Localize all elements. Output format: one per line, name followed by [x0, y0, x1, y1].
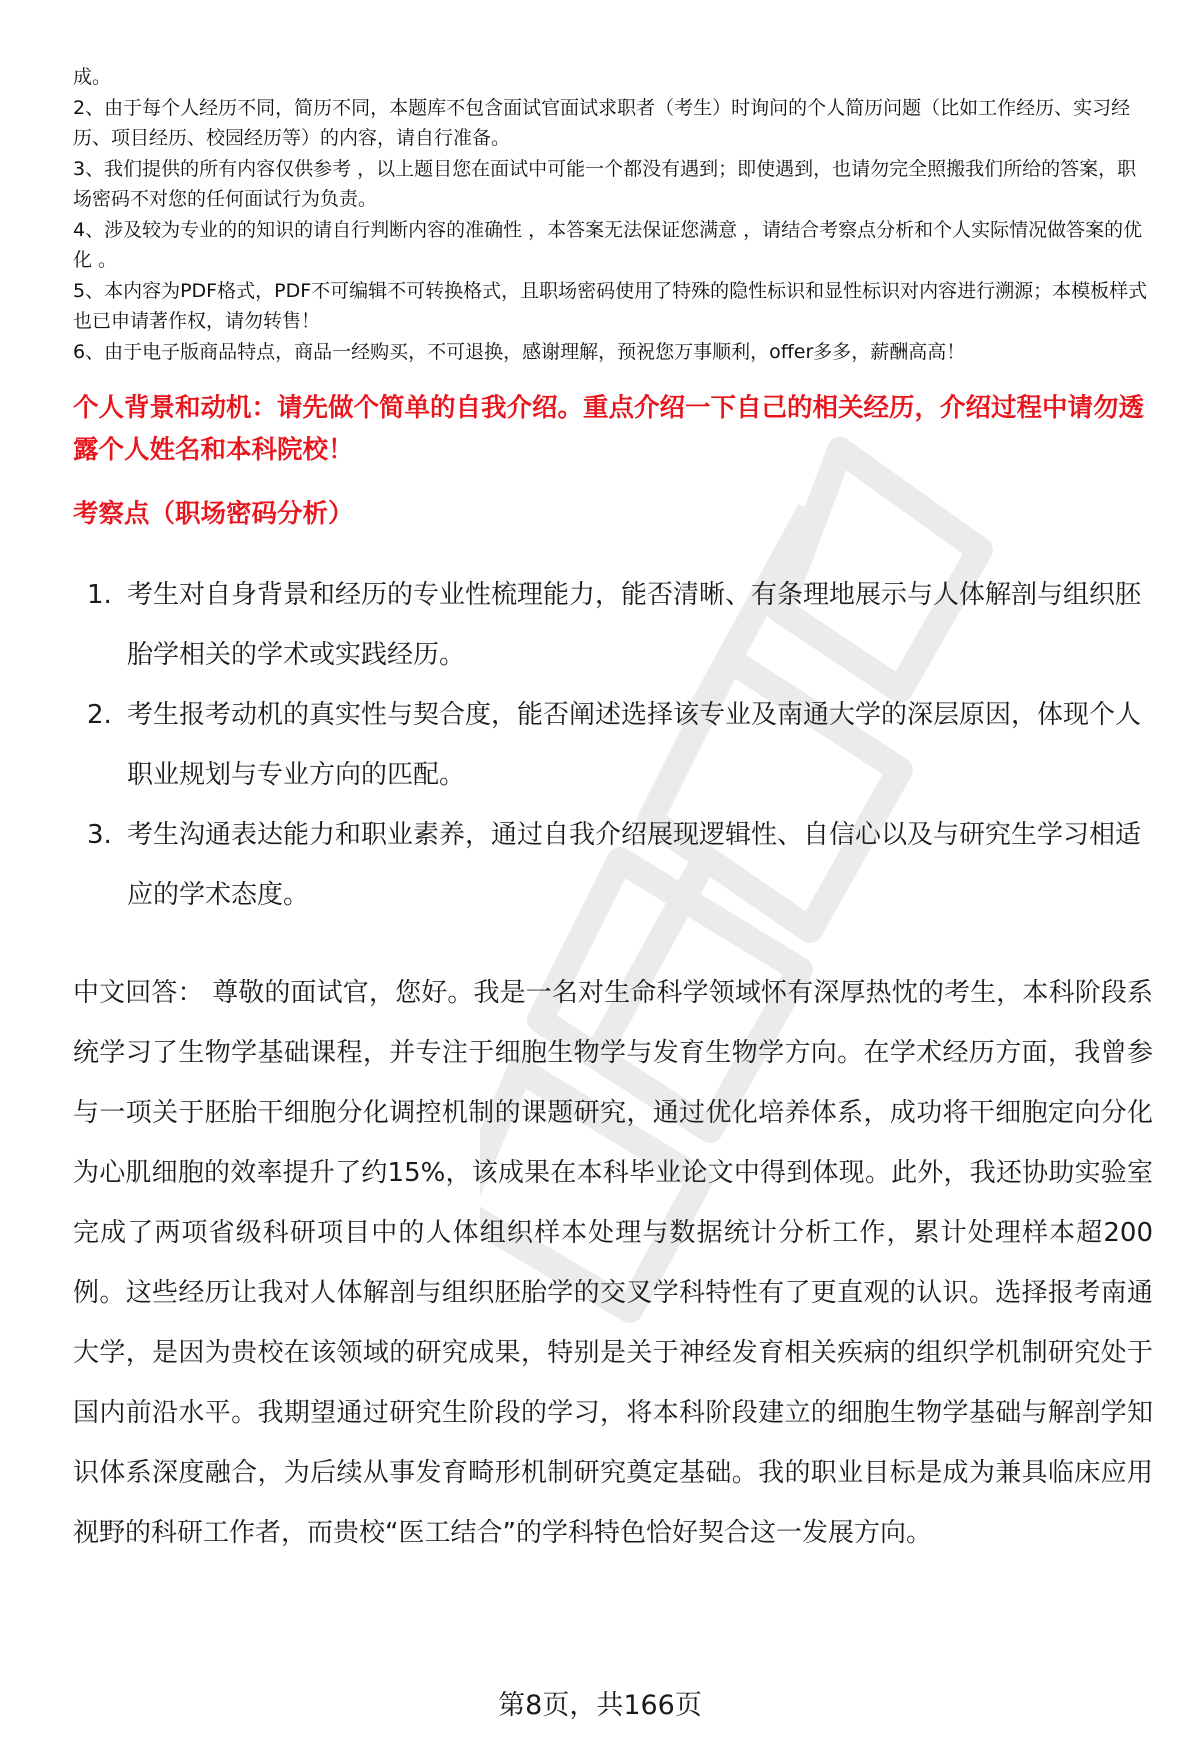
notes-section — [73, 62, 1153, 367]
list-item — [73, 805, 1153, 925]
note-line: 成。 — [73, 66, 112, 88]
answer-paragraph: 中文回答： 尊敬的面试官，您好。我是一名对生命科学领域怀有深厚热忱的考生，本科阶段系统学习了生物学基础课程，并专注于细胞生物学与发育生物学方向。在学术经历方面，我曾参与一项关于胚胎干细胞分化调控机制的课题研究，通过优化培养体系，成功将干细胞定向分化为心肌细胞的效率提升了约15%，该成果在本科毕业论文中得到体现。此外，我还协助实验室完成了两项省级科研项目中的人体组织样本处理与数据统计分析工作，累计处理样本超200例。这些经历让我对人体解剖与组织胚胎学的交叉学科特性有了更直观的认识。选择报考南通大学，是因为贵校在该领域的研究成果，特别是关于神经发育相关疾病的组织学机制研究处于国内前沿水平。我期望通过研究生阶段的学习，将本科阶段建立的细胞生物学基础与解剖学知识体系深度融合，为后续从事发育畸形机制研究奠定基础。我的职业目标是成为兼具临床应用视野的科研工作者，而贵校“医工结合”的学科特色恰好契合这一发展方向。 — [73, 978, 1153, 1548]
interview-question: 个人背景和动机：请先做个简单的自我介绍。重点介绍一下自己的相关经历，介绍过程中请勿透露个人姓名和本科院校！ — [73, 393, 1145, 465]
list-item-number: 3. — [87, 820, 112, 850]
list-item-text: 考生对自身背景和经历的专业性梳理能力，能否清晰、有条理地展示与人体解剖与组织胚胎学相关的学术或实践经历。 — [127, 580, 1142, 670]
list-item — [73, 565, 1153, 685]
list-item-number: 2. — [87, 700, 112, 730]
note-line: 4、涉及较为专业的的知识的请自行判断内容的准确性 ，本答案无法保证您满意 ，请结合考察点分析和个人实际情况做答案的优化 。 — [73, 218, 1143, 271]
note-line: 6、由于电子版商品特点，商品一经购买，不可退换，感谢理解，预祝您万事顺利，offer多多，薪酬高高！ — [73, 340, 966, 363]
page-number: 第8页，共166页 — [498, 1690, 702, 1721]
document-page — [73, 62, 1153, 1563]
assessment-points-list — [73, 565, 1153, 925]
note-line: 3、我们提供的所有内容仅供参考 ，以上题目您在面试中可能一个都没有遇到；即使遇到，也请勿完全照搬我们所给的答案，职场密码不对您的任何面试行为负责。 — [73, 157, 1137, 210]
list-item-text: 考生报考动机的真实性与契合度，能否阐述选择该专业及南通大学的深层原因，体现个人职业规划与专业方向的匹配。 — [127, 700, 1142, 790]
note-line: 5、本内容为PDF格式，PDF不可编辑不可转换格式，且职场密码使用了特殊的隐性标识和显性标识对内容进行溯源；本模板样式也已申请著作权，请勿转售！ — [73, 279, 1148, 332]
list-item-number: 1. — [87, 580, 112, 610]
section-title: 考察点（职场密码分析） — [73, 499, 354, 529]
note-line: 2、由于每个人经历不同，简历不同，本题库不包含面试官面试求职者（考生）时询问的个人简历问题（比如工作经历、实习经历、项目经历、校园经历等）的内容，请自行准备。 — [73, 96, 1131, 149]
list-item — [73, 685, 1153, 805]
list-item-text: 考生沟通表达能力和职业素养，通过自我介绍展现逻辑性、自信心以及与研究生学习相适应的学术态度。 — [127, 820, 1142, 910]
